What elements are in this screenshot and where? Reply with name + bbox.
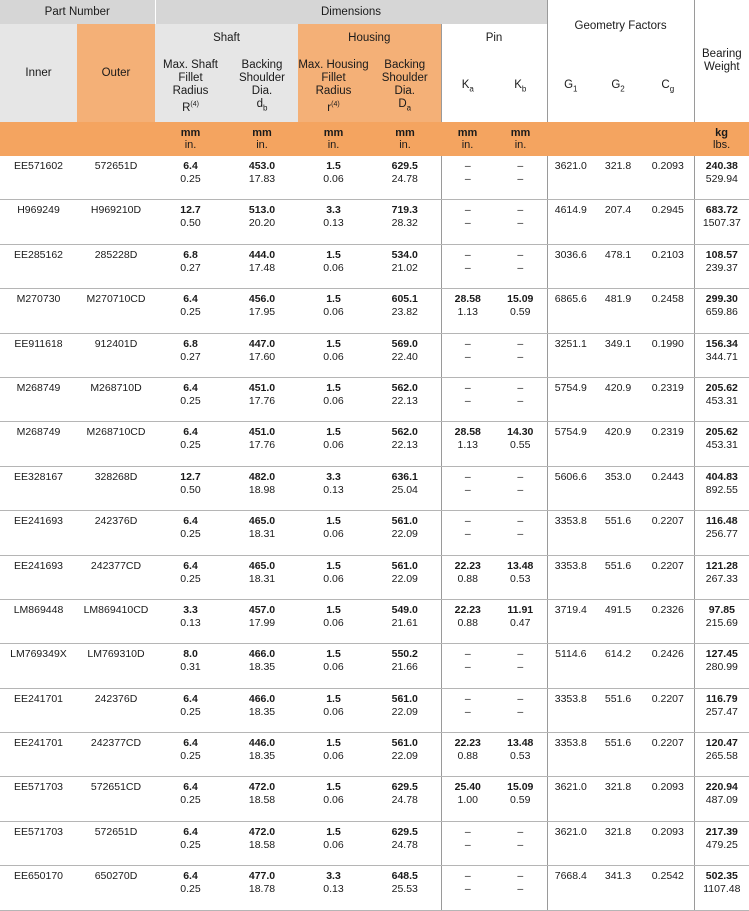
outer-part-number: 572651D: [77, 821, 155, 865]
unit-blank: [594, 122, 642, 156]
value-cell: 605.1 23.82: [369, 289, 441, 333]
dimensions-header: Dimensions: [155, 0, 547, 24]
cg-value: 0.2207: [642, 688, 694, 732]
value-cell: 1.5 0.06: [298, 511, 369, 555]
cg-value: 0.2319: [642, 377, 694, 421]
value-cell: 108.57 239.37: [694, 244, 749, 288]
g2-value: 614.2: [594, 644, 642, 688]
g2-value: 353.0: [594, 466, 642, 510]
value-cell: 683.72 1507.37: [694, 200, 749, 244]
inner-part-number: EE571602: [0, 156, 77, 200]
inner-part-number: M268749: [0, 377, 77, 421]
g2-header: $G_2$: [594, 52, 642, 122]
pin-header: Pin: [441, 24, 547, 52]
empty-cell: – –: [494, 377, 547, 421]
part-number-subheader: [0, 24, 155, 122]
value-cell: 534.0 21.02: [369, 244, 441, 288]
value-cell: 629.5 24.78: [369, 156, 441, 200]
value-cell: 1.5 0.06: [298, 377, 369, 421]
value-cell: 6.4 0.25: [155, 866, 226, 910]
value-cell: 97.85 215.69: [694, 599, 749, 643]
g1-value: 3353.8: [547, 688, 594, 732]
value-cell: 127.45 280.99: [694, 644, 749, 688]
empty-cell: – –: [494, 821, 547, 865]
unit-mm-in: mm in.: [155, 122, 226, 156]
value-cell: 120.47 265.58: [694, 733, 749, 777]
cg-value: 0.2093: [642, 777, 694, 821]
g1-value: 5606.6: [547, 466, 594, 510]
value-cell: 465.0 18.31: [226, 511, 298, 555]
value-cell: 6.4 0.25: [155, 821, 226, 865]
value-cell: 482.0 18.98: [226, 466, 298, 510]
cg-value: 0.2207: [642, 511, 694, 555]
table-row: [0, 555, 749, 599]
cg-value: 0.2093: [642, 156, 694, 200]
value-cell: 477.0 18.78: [226, 866, 298, 910]
outer-part-number: 572651CD: [77, 777, 155, 821]
g2-value: 551.6: [594, 555, 642, 599]
unit-blank: [0, 122, 77, 156]
inner-part-number: EE650170: [0, 866, 77, 910]
value-cell: 1.5 0.06: [298, 821, 369, 865]
unit-blank: [547, 122, 594, 156]
empty-cell: – –: [441, 200, 494, 244]
outer-part-number: H969210D: [77, 200, 155, 244]
housing-header: Housing: [298, 24, 441, 52]
outer-part-number: 912401D: [77, 333, 155, 377]
value-cell: 12.7 0.50: [155, 200, 226, 244]
empty-cell: – –: [441, 821, 494, 865]
value-cell: 472.0 18.58: [226, 821, 298, 865]
value-cell: 205.62 453.31: [694, 377, 749, 421]
inner-part-number: H969249: [0, 200, 77, 244]
empty-cell: – –: [494, 200, 547, 244]
g1-value: 3353.8: [547, 733, 594, 777]
value-cell: 1.5 0.06: [298, 289, 369, 333]
inner-part-number: EE241701: [0, 733, 77, 777]
value-cell: 6.4 0.25: [155, 511, 226, 555]
table-row: [0, 333, 749, 377]
empty-cell: – –: [441, 156, 494, 200]
value-cell: 472.0 18.58: [226, 777, 298, 821]
g1-value: 3621.0: [547, 821, 594, 865]
value-cell: 1.5 0.06: [298, 333, 369, 377]
table-row: [0, 688, 749, 732]
cg-value: 0.2443: [642, 466, 694, 510]
value-cell: 562.0 22.13: [369, 377, 441, 421]
outer-part-number: 650270D: [77, 866, 155, 910]
value-cell: 451.0 17.76: [226, 377, 298, 421]
outer-part-number: 285228D: [77, 244, 155, 288]
empty-cell: – –: [441, 688, 494, 732]
value-cell: 629.5 24.78: [369, 821, 441, 865]
cg-value: 0.2542: [642, 866, 694, 910]
value-cell: 456.0 17.95: [226, 289, 298, 333]
outer-part-number: LM869410CD: [77, 599, 155, 643]
table-row: [0, 866, 749, 910]
outer-part-number: 242376D: [77, 688, 155, 732]
value-cell: 6.4 0.25: [155, 688, 226, 732]
unit-mm-in: mm in.: [298, 122, 369, 156]
value-cell: 1.5 0.06: [298, 599, 369, 643]
value-cell: 25.40 1.00: [441, 777, 494, 821]
table-body: [0, 156, 749, 910]
inner-part-number: M270730: [0, 289, 77, 333]
inner-part-number: EE571703: [0, 821, 77, 865]
cg-value: 0.2207: [642, 555, 694, 599]
value-cell: 6.8 0.27: [155, 333, 226, 377]
outer-part-number: M270710CD: [77, 289, 155, 333]
housing-backing-shoulder-header: Backing Shoulder Dia. $D_a$: [369, 52, 441, 122]
value-cell: 1.5 0.06: [298, 422, 369, 466]
empty-cell: – –: [441, 466, 494, 510]
g2-value: 481.9: [594, 289, 642, 333]
g2-value: 551.6: [594, 688, 642, 732]
inner-part-number: EE241693: [0, 555, 77, 599]
unit-mm-in: mm in.: [369, 122, 441, 156]
cg-value: 0.2326: [642, 599, 694, 643]
g2-value: 551.6: [594, 733, 642, 777]
g2-value: 491.5: [594, 599, 642, 643]
cg-value: 0.2319: [642, 422, 694, 466]
empty-cell: – –: [494, 644, 547, 688]
value-cell: 6.4 0.25: [155, 289, 226, 333]
table-row: [0, 244, 749, 288]
g1-value: 3719.4: [547, 599, 594, 643]
housing-fillet-radius-header: Max. Housing Fillet Radius $r^{(4)}$: [298, 52, 369, 122]
value-cell: 14.30 0.55: [494, 422, 547, 466]
value-cell: 22.23 0.88: [441, 733, 494, 777]
shaft-backing-shoulder-header: Backing Shoulder Dia. $d_b$: [226, 52, 298, 122]
value-cell: 6.8 0.27: [155, 244, 226, 288]
value-cell: 6.4 0.25: [155, 555, 226, 599]
inner-part-number: EE328167: [0, 466, 77, 510]
g1-value: 3621.0: [547, 777, 594, 821]
value-cell: 12.7 0.50: [155, 466, 226, 510]
inner-header: Inner: [0, 24, 77, 122]
outer-part-number: 242377CD: [77, 733, 155, 777]
g2-value: 321.8: [594, 777, 642, 821]
inner-part-number: EE241701: [0, 688, 77, 732]
outer-part-number: LM769310D: [77, 644, 155, 688]
value-cell: 561.0 22.09: [369, 555, 441, 599]
table-row: [0, 200, 749, 244]
empty-cell: – –: [441, 511, 494, 555]
empty-cell: – –: [494, 244, 547, 288]
value-cell: 121.28 267.33: [694, 555, 749, 599]
cg-value: 0.2103: [642, 244, 694, 288]
value-cell: 220.94 487.09: [694, 777, 749, 821]
value-cell: 549.0 21.61: [369, 599, 441, 643]
value-cell: 502.35 1107.48: [694, 866, 749, 910]
empty-cell: – –: [441, 377, 494, 421]
g2-value: 551.6: [594, 511, 642, 555]
g1-value: 6865.6: [547, 289, 594, 333]
geometry-factors-header: Geometry Factors: [547, 0, 694, 52]
value-cell: 444.0 17.48: [226, 244, 298, 288]
empty-cell: – –: [441, 244, 494, 288]
g2-value: 321.8: [594, 156, 642, 200]
unit-blank: [642, 122, 694, 156]
g1-value: 5754.9: [547, 422, 594, 466]
value-cell: 205.62 453.31: [694, 422, 749, 466]
g1-value: 3036.6: [547, 244, 594, 288]
unit-kg-lbs: kg lbs.: [694, 122, 749, 156]
value-cell: 6.4 0.25: [155, 377, 226, 421]
g1-value: 3353.8: [547, 511, 594, 555]
g1-value: 3251.1: [547, 333, 594, 377]
value-cell: 3.3 0.13: [298, 866, 369, 910]
g2-value: 478.1: [594, 244, 642, 288]
g2-value: 321.8: [594, 821, 642, 865]
table-row: [0, 289, 749, 333]
empty-cell: – –: [494, 866, 547, 910]
part-number-header: Part Number: [0, 0, 155, 24]
inner-part-number: LM869448: [0, 599, 77, 643]
inner-part-number: EE241693: [0, 511, 77, 555]
ka-header: $K_a$: [441, 52, 494, 122]
value-cell: 451.0 17.76: [226, 422, 298, 466]
g1-value: 3353.8: [547, 555, 594, 599]
value-cell: 13.48 0.53: [494, 555, 547, 599]
g2-value: 207.4: [594, 200, 642, 244]
value-cell: 404.83 892.55: [694, 466, 749, 510]
empty-cell: – –: [494, 156, 547, 200]
kb-header: $K_b$: [494, 52, 547, 122]
cg-value: 0.2207: [642, 733, 694, 777]
cg-value: 0.2945: [642, 200, 694, 244]
table-row: [0, 777, 749, 821]
value-cell: 465.0 18.31: [226, 555, 298, 599]
value-cell: 1.5 0.06: [298, 555, 369, 599]
value-cell: 466.0 18.35: [226, 644, 298, 688]
value-cell: 6.4 0.25: [155, 777, 226, 821]
unit-mm-in: mm in.: [494, 122, 547, 156]
table-row: [0, 511, 749, 555]
unit-blank: [77, 122, 155, 156]
value-cell: 28.58 1.13: [441, 289, 494, 333]
g1-value: 4614.9: [547, 200, 594, 244]
table-row: [0, 733, 749, 777]
value-cell: 1.5 0.06: [298, 688, 369, 732]
value-cell: 15.09 0.59: [494, 289, 547, 333]
g2-value: 341.3: [594, 866, 642, 910]
empty-cell: – –: [494, 466, 547, 510]
g2-value: 420.9: [594, 422, 642, 466]
value-cell: 562.0 22.13: [369, 422, 441, 466]
cg-header: $C_g$: [642, 52, 694, 122]
outer-part-number: 242376D: [77, 511, 155, 555]
value-cell: 1.5 0.06: [298, 156, 369, 200]
value-cell: 1.5 0.06: [298, 777, 369, 821]
value-cell: 299.30 659.86: [694, 289, 749, 333]
inner-part-number: EE911618: [0, 333, 77, 377]
value-cell: 1.5 0.06: [298, 244, 369, 288]
shaft-fillet-radius-header: Max. Shaft Fillet Radius $R^{(4)}$: [155, 52, 226, 122]
g2-value: 349.1: [594, 333, 642, 377]
empty-cell: – –: [441, 866, 494, 910]
value-cell: 22.23 0.88: [441, 555, 494, 599]
value-cell: 22.23 0.88: [441, 599, 494, 643]
unit-mm-in: mm in.: [441, 122, 494, 156]
value-cell: 648.5 25.53: [369, 866, 441, 910]
bearing-weight-header: Bearing Weight: [694, 0, 749, 122]
table-row: [0, 599, 749, 643]
value-cell: 561.0 22.09: [369, 688, 441, 732]
inner-part-number: LM769349X: [0, 644, 77, 688]
value-cell: 3.3 0.13: [298, 466, 369, 510]
g2-value: 420.9: [594, 377, 642, 421]
table-row: [0, 156, 749, 200]
value-cell: 1.5 0.06: [298, 733, 369, 777]
outer-part-number: 572651D: [77, 156, 155, 200]
value-cell: 719.3 28.32: [369, 200, 441, 244]
value-cell: 217.39 479.25: [694, 821, 749, 865]
value-cell: 8.0 0.31: [155, 644, 226, 688]
value-cell: 466.0 18.35: [226, 688, 298, 732]
value-cell: 457.0 17.99: [226, 599, 298, 643]
g1-value: 5754.9: [547, 377, 594, 421]
inner-part-number: M268749: [0, 422, 77, 466]
value-cell: 3.3 0.13: [298, 200, 369, 244]
value-cell: 6.4 0.25: [155, 733, 226, 777]
g1-value: 7668.4: [547, 866, 594, 910]
units-row: [0, 122, 749, 156]
cg-value: 0.2426: [642, 644, 694, 688]
value-cell: 513.0 20.20: [226, 200, 298, 244]
table-row: [0, 466, 749, 510]
empty-cell: – –: [441, 333, 494, 377]
value-cell: 3.3 0.13: [155, 599, 226, 643]
empty-cell: – –: [494, 333, 547, 377]
outer-part-number: M268710D: [77, 377, 155, 421]
outer-header: Outer: [77, 24, 155, 122]
empty-cell: – –: [494, 688, 547, 732]
g1-header: $G_1$: [547, 52, 594, 122]
value-cell: 561.0 22.09: [369, 733, 441, 777]
value-cell: 446.0 18.35: [226, 733, 298, 777]
value-cell: 240.38 529.94: [694, 156, 749, 200]
inner-part-number: EE571703: [0, 777, 77, 821]
value-cell: 6.4 0.25: [155, 422, 226, 466]
cg-value: 0.2093: [642, 821, 694, 865]
value-cell: 569.0 22.40: [369, 333, 441, 377]
value-cell: 116.48 256.77: [694, 511, 749, 555]
outer-part-number: 242377CD: [77, 555, 155, 599]
empty-cell: – –: [494, 511, 547, 555]
value-cell: 13.48 0.53: [494, 733, 547, 777]
cg-value: 0.1990: [642, 333, 694, 377]
cg-value: 0.2458: [642, 289, 694, 333]
value-cell: 550.2 21.66: [369, 644, 441, 688]
value-cell: 447.0 17.60: [226, 333, 298, 377]
value-cell: 636.1 25.04: [369, 466, 441, 510]
g1-value: 3621.0: [547, 156, 594, 200]
value-cell: 1.5 0.06: [298, 644, 369, 688]
value-cell: 629.5 24.78: [369, 777, 441, 821]
unit-mm-in: mm in.: [226, 122, 298, 156]
table-row: [0, 422, 749, 466]
g1-value: 5114.6: [547, 644, 594, 688]
shaft-header: Shaft: [155, 24, 298, 52]
value-cell: 453.0 17.83: [226, 156, 298, 200]
table-row: [0, 644, 749, 688]
table-row: [0, 821, 749, 865]
value-cell: 15.09 0.59: [494, 777, 547, 821]
table-row: [0, 377, 749, 421]
outer-part-number: M268710CD: [77, 422, 155, 466]
value-cell: 156.34 344.71: [694, 333, 749, 377]
empty-cell: – –: [441, 644, 494, 688]
outer-part-number: 328268D: [77, 466, 155, 510]
value-cell: 116.79 257.47: [694, 688, 749, 732]
value-cell: 28.58 1.13: [441, 422, 494, 466]
value-cell: 6.4 0.25: [155, 156, 226, 200]
value-cell: 561.0 22.09: [369, 511, 441, 555]
inner-part-number: EE285162: [0, 244, 77, 288]
value-cell: 11.91 0.47: [494, 599, 547, 643]
